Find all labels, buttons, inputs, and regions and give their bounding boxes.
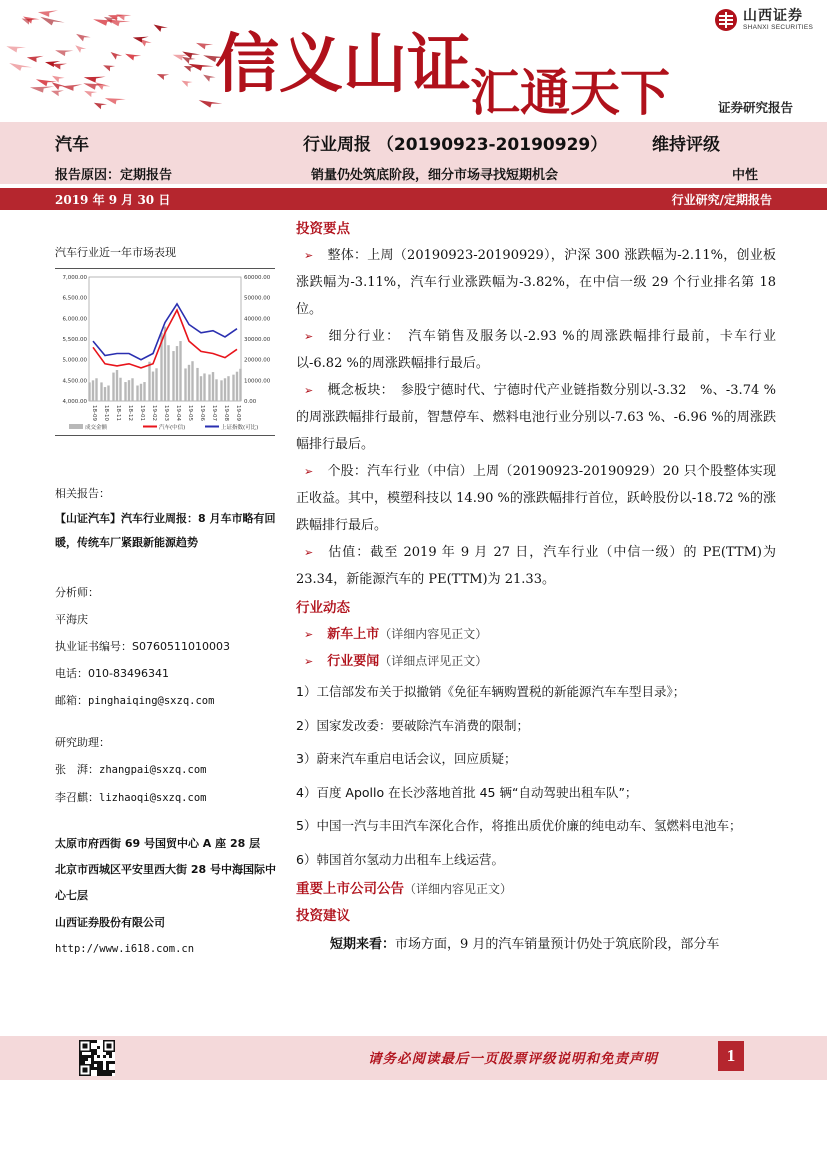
arrow-decoration <box>75 45 87 53</box>
announce-title: 重要上市公司公告 <box>296 881 404 897</box>
main-content <box>296 216 776 958</box>
arrow-decoration <box>182 57 196 64</box>
page-number: 1 <box>718 1041 744 1071</box>
arrow-decoration <box>9 63 33 72</box>
dynamics-title: 行业动态 <box>296 600 350 616</box>
y-left-tick: 6,000.00 <box>62 316 87 323</box>
volume-bar <box>176 346 178 401</box>
report-reason: 报告原因：定期报告 <box>55 168 173 183</box>
report-headline: 销量仍处筑底阶段，细分市场寻找短期机会 <box>311 168 559 183</box>
analyst-email[interactable]: pinghaiqing@sxzq.com <box>88 695 215 707</box>
rating-label: 维持评级 <box>652 135 720 155</box>
arrow-decoration <box>153 25 168 33</box>
volume-bar <box>92 380 94 401</box>
arrow-decoration <box>39 17 65 27</box>
y-left-tick: 6,500.00 <box>62 295 87 302</box>
x-tick-label: 18-09 <box>91 405 97 421</box>
arrow-decoration <box>62 82 84 93</box>
volume-bar <box>148 362 150 401</box>
address-taiyuan: 太原市府西街 69 号国贸中心 A 座 28 层 <box>55 837 261 850</box>
arrow-decoration <box>182 79 193 87</box>
volume-bar <box>203 373 205 401</box>
arrow-bullet-icon: ➢ <box>304 628 314 641</box>
arrow-decoration <box>94 102 108 110</box>
volume-bar <box>215 379 217 401</box>
related-report-link[interactable]: 【山证汽车】汽车行业周报：8 月车市略有回暖，传统车厂紧跟新能源趋势 <box>55 512 276 549</box>
report-title: 行业周报 （20190923-20190929） <box>303 135 608 155</box>
announce-heading <box>296 876 776 903</box>
legend-swatch <box>143 426 157 428</box>
announce-note: （详细内容见正文） <box>404 882 513 896</box>
y-right-tick: 60000.00 <box>244 275 271 281</box>
arrow-decoration <box>157 72 170 81</box>
assistant-label: 研究助理： <box>55 736 110 749</box>
company-website[interactable]: http://www.i618.com.cn <box>55 943 195 955</box>
volume-bar <box>232 375 234 401</box>
news-item: 5）中国一汽与丰田汽车深化合作，将推出质优价廉的纯电动车、氢燃料电池车； <box>296 818 742 833</box>
slogan-part1: 信义山证 <box>215 27 471 102</box>
y-right-tick: 30000.00 <box>244 337 271 343</box>
legend-label: 上证指数(可比) <box>221 425 259 431</box>
market-chart-svg <box>55 269 275 435</box>
x-tick-label: 19-09 <box>235 405 241 421</box>
advice-title: 投资建议 <box>296 908 350 924</box>
volume-bar <box>239 369 241 401</box>
arrow-decoration <box>84 74 107 84</box>
related-label: 相关报告： <box>55 487 110 500</box>
rating-value: 中性 <box>732 168 759 183</box>
arrow-bullet-icon: ➢ <box>304 655 314 668</box>
arrow-decoration <box>30 84 55 94</box>
volume-bar <box>188 365 190 401</box>
volume-bar <box>191 361 193 401</box>
arrow-decoration <box>125 53 141 61</box>
volume-bar <box>212 372 214 401</box>
point-concept: ➢ 概念板块： 参股宁德时代、宁德时代产业链指数分别以-3.32 %、-3.74 %的周涨跌幅排行最前，智慧停车、燃料电池行业分别以-7.63 %、-6.96 %的周涨跌幅排行最后。 <box>296 383 776 452</box>
volume-bar <box>164 327 166 401</box>
arrow-decoration <box>196 42 213 50</box>
x-tick-label: 19-07 <box>211 405 217 421</box>
x-tick-label: 19-04 <box>175 405 181 421</box>
arrow-decoration <box>76 34 91 42</box>
brand-name-cn: 山西证券 <box>743 8 803 24</box>
volume-bar <box>227 376 229 401</box>
x-tick-label: 18-10 <box>103 405 109 421</box>
arrow-bullet-icon: ➢ <box>304 249 314 262</box>
phone: 电话：010-83496341 <box>55 667 169 680</box>
analyst-name: 平海庆 <box>55 613 88 626</box>
x-tick-label: 19-06 <box>199 405 205 421</box>
news-item: 1）工信部发布关于拟撤销《免征车辆购置税的新能源汽车车型目录》； <box>296 684 686 699</box>
arrow-decoration <box>133 34 150 44</box>
disclaimer-link[interactable]: 请务必阅读最后一页股票评级说明和免责声明 <box>368 1051 658 1067</box>
new-car-heading <box>296 621 776 648</box>
x-tick-label: 19-05 <box>187 405 193 421</box>
volume-bar <box>200 376 202 401</box>
point-valuation: ➢ 估值：截至 2019 年 9 月 27 日，汽车行业（中信一级）的 PE(TTM)为 23.34，新能源汽车的 PE(TTM)为 21.33。 <box>296 545 776 587</box>
arrow-bullet-icon: ➢ <box>304 384 314 397</box>
address-beijing: 北京市西城区平安里西大街 28 号中海国际中心七层 <box>55 863 276 902</box>
volume-bar <box>107 386 109 402</box>
assistant1-row <box>55 756 285 784</box>
news-heading <box>296 648 776 675</box>
y-left-tick: 4,000.00 <box>62 399 87 405</box>
volume-bar <box>136 386 138 402</box>
x-tick-label: 18-12 <box>127 405 133 421</box>
volume-bar <box>236 372 238 401</box>
volume-bar <box>131 378 133 401</box>
point-sub-industry: ➢ 细分行业： 汽车销售及服务以-2.93 %的周涨跌幅排行最前，卡车行业以-6.82 %的周涨跌幅排行最后。 <box>296 329 776 371</box>
advice-text: 市场方面，9 月的汽车销量预计仍处于筑底阶段，部分车 <box>395 937 720 952</box>
brand-name-en: SHANXI SECURITIES <box>743 24 814 31</box>
arrow-decoration <box>116 13 132 22</box>
arrow-decoration <box>27 53 45 64</box>
volume-bar <box>196 368 198 401</box>
report-date: 2019 年 9 月 30 日 <box>55 193 171 207</box>
certificate-number: 执业证书编号：S0760511010003 <box>55 640 230 653</box>
point-stocks: ➢ 个股：汽车行业（中信）上周（20190923-20190929）20 只个股整体实现正收益。其中，模塑科技以 14.90 %的涨跌幅排行首位，跃岭股份以-18.72 %的涨跌幅排行最后。 <box>296 464 776 533</box>
advice-paragraph <box>296 931 776 958</box>
assistant2-row <box>55 784 285 812</box>
sidebar <box>55 244 285 963</box>
news-note: （详细点评见正文） <box>379 654 488 668</box>
x-tick-label: 19-08 <box>223 405 229 421</box>
report-category: 行业研究/定期报告 <box>671 193 772 207</box>
volume-bar <box>128 380 130 401</box>
volume-bar <box>112 373 114 401</box>
news-item: 6）韩国首尔氢动力出租车上线运营。 <box>296 851 504 867</box>
volume-bar <box>119 378 121 401</box>
news-item: 4）百度 Apollo 在长沙落地首批 45 辆“自动驾驶出租车队”； <box>296 784 638 800</box>
volume-bar <box>224 378 226 401</box>
market-chart <box>55 268 275 436</box>
brand-logo <box>714 8 813 32</box>
volume-bar <box>208 374 210 401</box>
shanxi-securities-logo-icon <box>714 8 738 32</box>
advice-label: 短期来看： <box>330 937 396 952</box>
report-header <box>0 0 827 122</box>
legend-label: 汽车(中信) <box>159 425 186 431</box>
arrow-bullet-icon: ➢ <box>304 465 314 478</box>
assistant2-email[interactable]: lizhaoqi@sxzq.com <box>99 792 207 804</box>
legend-swatch <box>205 426 219 428</box>
email-row <box>55 687 285 715</box>
page-footer <box>0 1036 827 1080</box>
company-name: 山西证券股份有限公司 <box>55 916 165 929</box>
arrow-decoration <box>84 89 98 97</box>
volume-bar <box>100 382 102 401</box>
assistant1-name: 张 湃： <box>55 763 99 776</box>
point-overall: ➢ 整体：上周（20190923-20190929），沪深 300 涨跌幅为-2.11%，创业板涨跌幅为-3.11%，汽车行业涨跌幅为-3.82%，在中信一级 29 个行业排名第 18 位。 <box>296 248 776 317</box>
legend-label: 成交金额 <box>85 425 108 431</box>
chart-title: 汽车行业近一年市场表现 <box>55 246 176 259</box>
assistant2-name: 李召麒： <box>55 791 99 804</box>
assistant1-email[interactable]: zhangpai@sxzq.com <box>99 764 207 776</box>
arrow-decoration <box>95 82 111 91</box>
email-label: 邮箱： <box>55 694 88 707</box>
arrow-decoration <box>103 64 116 73</box>
volume-bar <box>140 384 142 401</box>
y-left-tick: 5,000.00 <box>62 357 87 364</box>
arrow-decoration <box>203 75 216 82</box>
x-tick-label: 19-02 <box>151 405 157 421</box>
x-tick-label: 19-01 <box>139 405 145 421</box>
volume-bar <box>220 380 222 401</box>
volume-bar <box>116 370 118 401</box>
arrow-bullet-icon: ➢ <box>304 330 314 343</box>
volume-bar <box>143 382 145 401</box>
y-right-tick: 10000.00 <box>244 378 271 385</box>
arrow-decoration <box>55 48 74 57</box>
report-type: 证券研究报告 <box>718 100 794 115</box>
volume-bar <box>167 345 169 401</box>
news-label: 行业要闻 <box>327 654 380 669</box>
date-band <box>0 188 827 210</box>
news-item: 2）国家发改委：要破除汽车消费的限制； <box>296 717 529 733</box>
arrow-decoration <box>6 45 26 53</box>
y-left-tick: 4,500.00 <box>62 378 87 385</box>
y-right-tick: 0.00 <box>244 399 257 405</box>
volume-bar <box>104 387 106 401</box>
y-left-tick: 5,500.00 <box>62 337 87 343</box>
volume-bar <box>124 382 126 401</box>
invest-points-title: 投资要点 <box>296 221 350 237</box>
x-tick-label: 19-03 <box>163 405 169 421</box>
volume-bar <box>88 382 90 401</box>
news-item: 3）蔚来汽车重启电话会议，回应质疑； <box>296 751 517 766</box>
y-right-tick: 20000.00 <box>244 357 271 364</box>
slogan-part2: 汇通天下 <box>470 63 670 122</box>
x-tick-label: 18-11 <box>115 405 121 421</box>
title-band <box>0 122 827 184</box>
new-car-note: （详细内容见正文） <box>379 627 488 641</box>
volume-bar <box>95 378 97 401</box>
volume-bar <box>155 368 157 401</box>
qr-code-icon[interactable] <box>79 1040 115 1076</box>
y-left-tick: 7,000.00 <box>62 275 87 281</box>
legend-swatch <box>69 424 83 429</box>
arrow-decoration <box>36 79 57 86</box>
industry-name: 汽车 <box>55 135 89 155</box>
volume-bar <box>172 351 174 401</box>
volume-bar <box>184 368 186 401</box>
volume-bar <box>179 341 181 401</box>
y-right-tick: 40000.00 <box>244 316 271 323</box>
y-right-tick: 50000.00 <box>244 295 271 302</box>
banner-artwork <box>0 0 827 122</box>
arrow-decoration <box>110 52 123 60</box>
arrow-decoration <box>105 97 126 105</box>
arrow-bullet-icon: ➢ <box>304 546 314 559</box>
arrow-burst-decoration <box>6 8 227 110</box>
volume-bar <box>152 372 154 401</box>
analyst-label: 分析师： <box>55 586 99 599</box>
new-car-label: 新车上市 <box>327 627 380 642</box>
